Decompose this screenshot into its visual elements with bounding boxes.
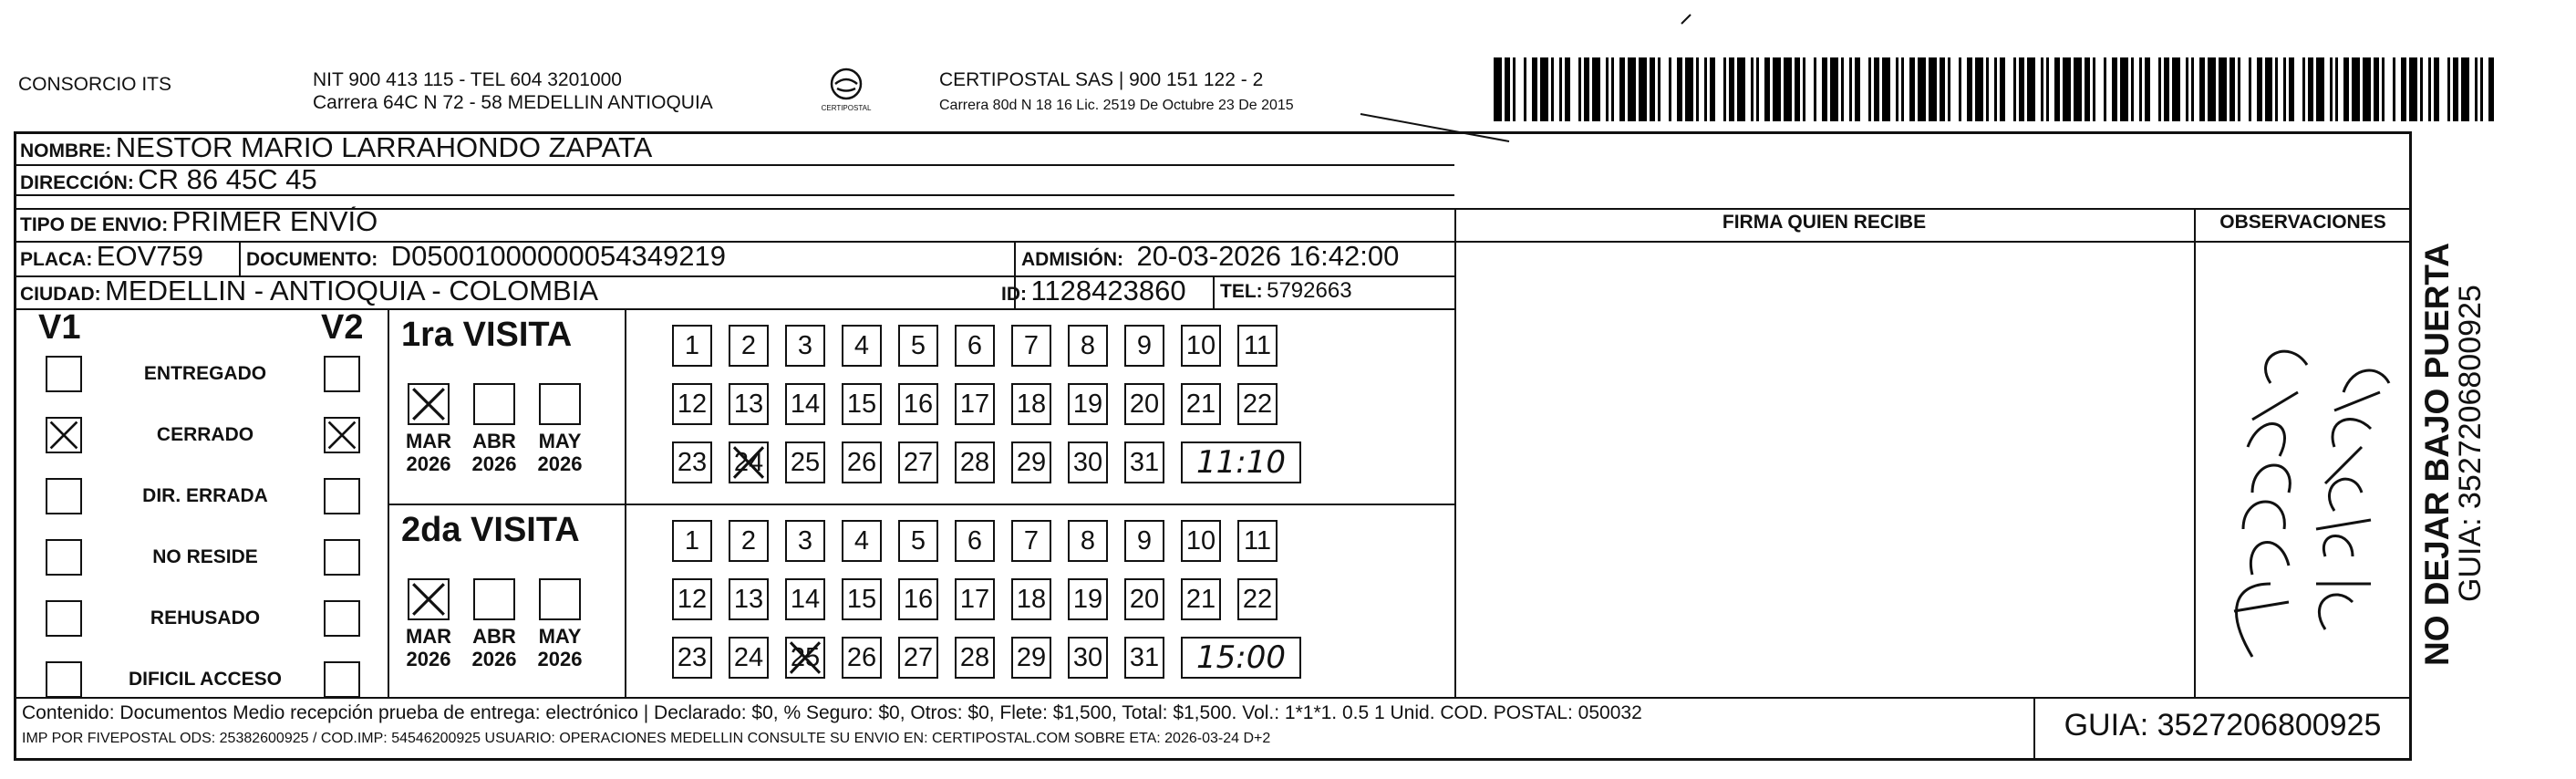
day-number: 13 [733,585,764,614]
x-mark-icon [326,419,358,452]
barcode-bar [1975,57,1983,121]
year-label: 2026 [471,452,517,475]
day-number: 24 [733,448,764,477]
day-number: 27 [903,448,934,477]
x-mark-icon [409,580,448,618]
day-number: 6 [967,331,983,360]
day-box[interactable] [1237,578,1278,620]
footer-contenido: Contenido: Documentos Medio recepción prueba de entrega: electrónico | Declarado: $0, % Seguro: $0, Otros: $0, Flete: $1,500, Total: $1,500. Vol.: 1*1*1. 0.5 1 Unid. COD. POSTAL: 050032 [22,702,1642,723]
day-number: 10 [1185,526,1216,556]
day-box[interactable] [729,325,769,367]
barcode-bar [1715,57,1723,121]
barcode-bar [1660,57,1669,121]
admision-label: ADMISIÓN: [1021,249,1123,270]
barcode-bar [2063,57,2071,121]
day-box[interactable] [842,325,882,367]
firma-header: FIRMA QUIEN RECIBE [1722,212,1927,233]
day-box[interactable] [672,383,712,425]
day-box[interactable] [672,441,712,483]
ciudad-value: MEDELLIN - ANTIOQUIA - COLOMBIA [105,275,598,306]
day-box[interactable] [955,578,995,620]
barcode-bar [2461,57,2469,121]
day-number: 31 [1129,643,1160,672]
v2-checkbox[interactable] [324,539,360,576]
barcode-bar [1737,57,1745,121]
tipo-row [20,206,378,243]
year-label: 2026 [406,648,451,670]
year-label: 2026 [471,648,517,670]
day-box[interactable] [842,578,882,620]
day-number: 27 [903,643,934,672]
month-checkbox[interactable] [473,578,515,620]
day-number: 4 [853,526,870,556]
barcode-bar [1805,57,1814,121]
logo-text: CERTIPOSTAL [821,104,872,112]
barcode-bar [2294,57,2302,121]
month-label: MAY [538,625,582,648]
day-box[interactable] [1011,383,1051,425]
certipostal-license: Carrera 80d N 18 16 Lic. 2519 De Octubre 23 De 2015 [939,98,1294,113]
nombre-value: NESTOR MARIO LARRAHONDO ZAPATA [115,131,653,163]
day-number: 26 [846,448,877,477]
id-label: ID: [1001,284,1027,305]
day-box[interactable] [1068,578,1108,620]
day-box[interactable] [1124,520,1164,562]
v1-header: V1 [38,308,81,347]
day-number: 24 [733,643,764,672]
placa-label: PLACA: [20,249,93,270]
barcode-bar [1540,57,1548,121]
no-dejar-bajo-puerta: NO DEJAR BAJO PUERTA [2418,243,2456,666]
month-checkbox[interactable] [408,578,450,620]
barcode-bar [2027,57,2035,121]
day-box[interactable] [898,578,938,620]
status-label: REHUSADO [150,608,261,628]
x-mark-icon [730,443,767,482]
day-number: 20 [1129,585,1160,614]
day-box[interactable] [1011,637,1051,679]
company-address: Carrera 64C N 72 - 58 MEDELLIN ANTIOQUIA [313,92,713,113]
day-number: 3 [797,526,813,556]
day-box[interactable] [785,520,825,562]
day-box[interactable] [729,520,769,562]
barcode-bar [2095,57,2104,121]
day-box[interactable] [1124,383,1164,425]
day-box[interactable] [785,637,825,679]
day-box[interactable] [785,578,825,620]
barcode-bar [1773,57,1781,121]
nombre-row [20,132,652,169]
id-row [1001,275,1186,312]
day-box[interactable] [729,578,769,620]
day-box[interactable] [955,441,995,483]
day-box[interactable] [1068,441,1108,483]
barcode-bar [2352,57,2360,121]
placa-row [20,241,203,277]
side-guia: GUIA: 3527206800925 [2453,285,2488,602]
day-box[interactable] [785,441,825,483]
day-number: 25 [790,643,821,672]
day-box[interactable] [898,637,938,679]
footer-imp: IMP POR FIVEPOSTAL ODS: 25382600925 / COD.IMP: 54546200925 USUARIO: OPERACIONES MEDELLIN CONSULTE SU ENVIO EN: CERTIPOSTAL.COM SOBRE ETA: 2026-03-24 D+2 [22,731,1271,746]
v2-checkbox[interactable] [324,661,360,698]
day-number: 16 [903,390,934,419]
day-number: 4 [853,331,870,360]
certipostal-logo [812,64,881,119]
observaciones-header: OBSERVACIONES [2219,212,2386,233]
day-box[interactable] [785,383,825,425]
day-box[interactable] [1011,520,1051,562]
nit-line: NIT 900 413 115 - TEL 604 3201000 [313,69,622,90]
day-number: 29 [1016,643,1047,672]
barcode-bar [1685,57,1693,121]
day-number: 23 [677,643,708,672]
day-box[interactable] [1124,441,1164,483]
day-number: 21 [1185,585,1216,614]
documento-row [246,241,726,277]
tel-label: TEL: [1220,281,1263,302]
barcode-bar [2240,57,2249,121]
barcode-bar [2363,57,2371,121]
direccion-value: CR 86 45C 45 [138,163,317,195]
direccion-label: DIRECCIÓN: [20,172,134,193]
id-value: 1128423860 [1030,275,1186,306]
tipo-value: PRIMER ENVÍO [171,205,378,237]
day-box[interactable] [1011,578,1051,620]
day-number: 22 [1242,585,1273,614]
barcode-bar [1918,57,1926,121]
day-number: 31 [1129,448,1160,477]
barcode-bar [2316,57,2324,121]
barcode-bar [2208,57,2216,121]
month-label: MAY [538,430,582,452]
day-number: 6 [967,526,983,556]
day-box[interactable] [672,637,712,679]
day-box[interactable] [955,325,995,367]
documento-label: DOCUMENTO: [246,249,378,270]
barcode-bar [1784,57,1792,121]
day-number: 5 [910,526,926,556]
barcode-bar [1494,57,1502,121]
day-number: 26 [846,643,877,672]
barcode-bar [2494,57,2497,121]
v2-header: V2 [321,308,364,347]
barcode-bar [1639,57,1647,121]
v1-checkbox[interactable] [46,478,82,514]
day-box[interactable] [1011,325,1051,367]
x-mark-icon [47,419,80,452]
day-number: 25 [790,448,821,477]
day-number: 11 [1243,526,1272,556]
day-box[interactable] [785,325,825,367]
month-checkbox[interactable] [408,383,450,425]
v2-checkbox[interactable] [324,600,360,637]
day-number: 13 [733,390,764,419]
v2-checkbox[interactable] [324,478,360,514]
barcode-bar [1882,57,1890,121]
visit-title: 2da VISITA [401,511,580,549]
day-number: 30 [1072,448,1103,477]
barcode-bar [1592,57,1600,121]
day-number: 19 [1072,585,1103,614]
placa-value: EOV759 [96,240,203,272]
day-box[interactable] [898,441,938,483]
v1-checkbox[interactable] [46,661,82,698]
day-box[interactable] [1124,578,1164,620]
day-number: 8 [1080,331,1096,360]
day-number: 2 [740,526,757,556]
day-box[interactable] [842,441,882,483]
v1-checkbox[interactable] [46,539,82,576]
day-box[interactable] [1181,578,1221,620]
v1-checkbox[interactable] [46,600,82,637]
day-number: 18 [1016,390,1047,419]
day-box[interactable] [842,383,882,425]
day-number: 2 [740,331,757,360]
day-number: 21 [1185,390,1216,419]
day-box[interactable] [1068,520,1108,562]
day-box[interactable] [729,441,769,483]
day-box[interactable] [955,637,995,679]
day-number: 12 [677,390,708,419]
barcode-bar [2120,57,2128,121]
day-number: 1 [684,526,700,556]
v2-checkbox[interactable] [324,417,360,453]
barcode-bar [1950,57,1959,121]
barcode-bar [2005,57,2013,121]
day-box[interactable] [672,520,712,562]
barcode-bar [2265,57,2273,121]
barcode-bar [2409,57,2417,121]
day-number: 23 [677,448,708,477]
day-box[interactable] [1124,637,1164,679]
day-number: 18 [1016,585,1047,614]
barcode-bar [1516,57,1524,121]
day-box[interactable] [1237,325,1278,367]
day-number: 17 [959,585,990,614]
barcode [1494,57,2497,121]
tel-row [1220,275,1352,309]
status-label: CERRADO [156,424,254,445]
visit-time-field[interactable]: 15:00 [1181,637,1301,679]
barcode-bar [1570,57,1578,121]
day-number: 5 [910,331,926,360]
day-number: 9 [1136,331,1153,360]
v1-checkbox[interactable] [46,417,82,453]
barcode-bar [2172,57,2180,121]
day-number: 3 [797,331,813,360]
admision-value: 20-03-2026 16:42:00 [1136,240,1400,272]
month-checkbox[interactable] [539,578,581,620]
year-label: 2026 [537,648,583,670]
barcode-bar [1830,57,1838,121]
day-number: 10 [1185,331,1216,360]
day-number: 28 [959,643,990,672]
company-name: CONSORCIO ITS [18,74,172,95]
barcode-bar [2219,57,2227,121]
day-number: 8 [1080,526,1096,556]
day-box[interactable] [1237,383,1278,425]
barcode-bar [2150,57,2158,121]
day-box[interactable] [729,637,769,679]
day-number: 14 [790,585,821,614]
day-number: 9 [1136,526,1153,556]
x-mark-icon [409,385,448,423]
v1-checkbox[interactable] [46,356,82,392]
year-label: 2026 [406,452,451,475]
day-number: 28 [959,448,990,477]
day-box[interactable] [955,383,995,425]
v2-checkbox[interactable] [324,356,360,392]
month-checkbox[interactable] [473,383,515,425]
day-number: 15 [846,585,877,614]
day-number: 16 [903,585,934,614]
day-number: 30 [1072,643,1103,672]
month-label: MAR [405,430,452,452]
day-box[interactable] [1068,383,1108,425]
documento-value: D05001000000054349219 [390,240,726,272]
day-box[interactable] [842,520,882,562]
day-number: 20 [1129,390,1160,419]
day-number: 7 [1023,331,1040,360]
barcode-bar [2074,57,2082,121]
status-label: DIFICIL ACCESO [128,669,282,690]
day-number: 11 [1243,331,1272,360]
day-box[interactable] [672,325,712,367]
year-label: 2026 [537,452,583,475]
day-box[interactable] [898,325,938,367]
tel-value: 5792663 [1267,278,1352,303]
day-number: 15 [846,390,877,419]
admision-row [1021,241,1399,277]
day-box[interactable] [898,383,938,425]
barcode-bar [1628,57,1636,121]
day-box[interactable] [955,520,995,562]
day-number: 14 [790,390,821,419]
visit-time-field[interactable]: 11:10 [1181,441,1301,483]
day-box[interactable] [672,578,712,620]
barcode-bar [1860,57,1868,121]
visit-title: 1ra VISITA [401,316,573,354]
day-box[interactable] [842,637,882,679]
direccion-row [20,164,317,201]
x-mark-icon [787,639,823,677]
day-number: 29 [1016,448,1047,477]
day-box[interactable] [1068,325,1108,367]
day-box[interactable] [1011,441,1051,483]
month-label: MAR [405,625,452,648]
nombre-label: NOMBRE: [20,140,112,161]
barcode-bar [1929,57,1937,121]
barcode-bar [2439,57,2447,121]
tipo-label: TIPO DE ENVIO: [20,214,169,235]
day-number: 7 [1023,526,1040,556]
day-number: 22 [1242,390,1273,419]
day-box[interactable] [1181,520,1221,562]
day-number: 12 [677,585,708,614]
day-box[interactable] [1181,325,1221,367]
day-box[interactable] [1068,637,1108,679]
month-label: ABR [472,625,516,648]
day-number: 19 [1072,390,1103,419]
day-box[interactable] [1181,383,1221,425]
month-label: ABR [472,430,516,452]
barcode-bar [2385,57,2393,121]
day-box[interactable] [729,383,769,425]
observaciones-handwriting [2198,310,2407,693]
day-number: 17 [959,390,990,419]
day-box[interactable] [1237,520,1278,562]
day-box[interactable] [898,520,938,562]
footer-guia: GUIA: 3527206800925 [2064,708,2382,743]
certipostal-line: CERTIPOSTAL SAS | 900 151 122 - 2 [939,69,1264,90]
month-checkbox[interactable] [539,383,581,425]
status-label: DIR. ERRADA [142,485,268,506]
pen-tick [1678,11,1696,29]
ciudad-row [20,275,598,312]
day-box[interactable] [1124,325,1164,367]
status-label: NO RESIDE [152,546,258,567]
ciudad-label: CIUDAD: [20,284,101,305]
day-number: 1 [684,331,700,360]
status-label: ENTREGADO [143,363,267,384]
